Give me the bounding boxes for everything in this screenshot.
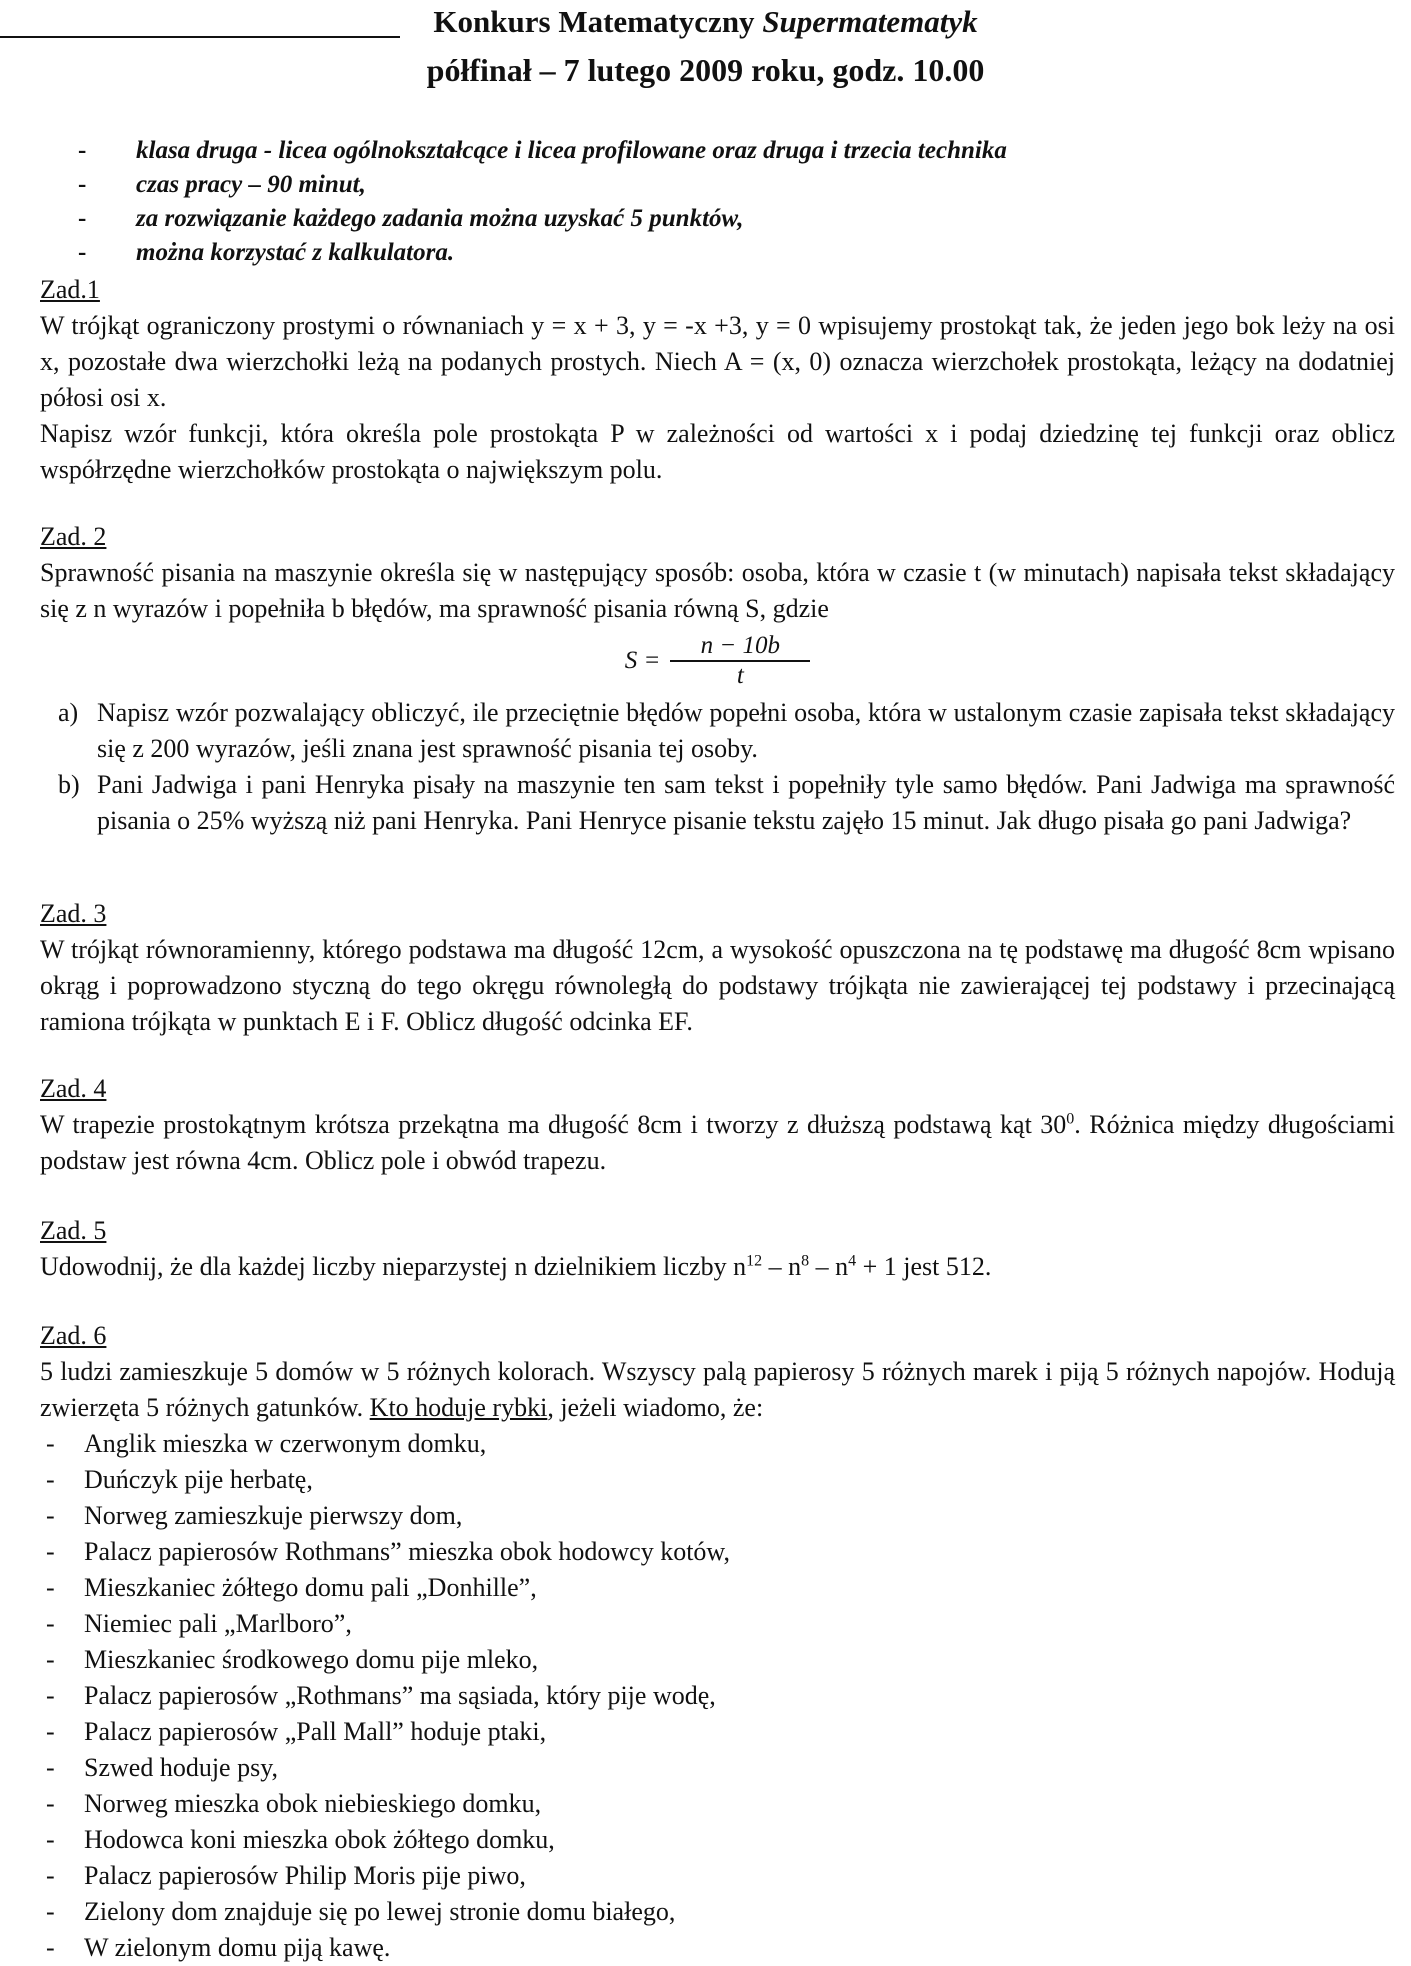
task-1-text: W trójkąt ograniczony prostymi o równaniach y = x + 3, y = -x +3, y = 0 wpisujemy prostokąt tak, że jeden jego bok leży na osi x, pozostałe dwa wierzchołki leżą na podanych prostych. Niech A = (x, 0) oznacza wierzchołek prostokąta, leżący na dodatniej półosi osi x. xyxy=(40,311,1395,412)
rule-item: - czas pracy – 90 minut, xyxy=(78,168,1007,202)
subitem-b-text: Pani Jadwiga i pani Henryka pisały na maszynie ten sam tekst i popełniły tyle samo błędów. Pani Jadwiga ma sprawność pisania o 25% wyższą niż pani Henryka. Pani Henryce pisanie tekstu zajęło 15 minut. Jak długo pisała go pani Jadwiga? xyxy=(97,770,1395,835)
rule-item: - można korzystać z kalkulatora. xyxy=(78,236,1007,270)
task-4 xyxy=(40,1071,1395,1179)
task-5-text-d: + 1 jest 512. xyxy=(856,1252,992,1281)
condition-item: - Anglik mieszka w czerwonym domku, xyxy=(40,1426,1395,1462)
subitem-a-label: a) xyxy=(58,698,79,727)
condition-item: - Zielony dom znajduje się po lewej stronie domu białego, xyxy=(40,1894,1395,1930)
subitem-b-label: b) xyxy=(58,770,80,799)
exponent-4: 4 xyxy=(848,1252,857,1270)
efficiency-formula xyxy=(40,629,1395,693)
exponent-8: 8 xyxy=(801,1252,810,1270)
degree-sup: 0 xyxy=(1066,1110,1075,1128)
task-6-question: Kto hoduje rybki xyxy=(369,1393,548,1422)
task-5 xyxy=(40,1213,1395,1285)
exam-rules xyxy=(78,134,1007,270)
rule-item: - za rozwiązanie każdego zadania można uzyskać 5 punktów, xyxy=(78,202,1007,236)
condition-item: - Palacz papierosów Rothmans” mieszka obok hodowcy kotów, xyxy=(40,1534,1395,1570)
contest-title-plain: Konkurs Matematyczny xyxy=(433,4,755,39)
condition-item: - Palacz papierosów Philip Moris pije piwo, xyxy=(40,1858,1395,1894)
condition-item: - Norweg zamieszkuje pierwszy dom, xyxy=(40,1498,1395,1534)
task-4-text-b: . Różnica między długościami podstaw jest równa 4cm. Oblicz pole i obwód trapezu. xyxy=(40,1110,1395,1175)
task-6-intro xyxy=(40,1354,1395,1426)
task-6-intro-a: 5 ludzi zamieszkuje 5 domów w 5 różnych kolorach. Wszyscy palą papierosy 5 różnych marek i piją 5 różnych napojów. Hodują zwierzęta 5 różnych gatunków. xyxy=(40,1357,1395,1422)
condition-item: - Palacz papierosów „Rothmans” ma sąsiada, który pije wodę, xyxy=(40,1678,1395,1714)
subitem-b xyxy=(40,767,1395,839)
task-4-text-a: W trapezie prostokątnym krótsza przekątna ma długość 8cm i tworzy z dłuższą podstawą kąt 30 xyxy=(40,1110,1067,1139)
task-6-intro-b: , jeżeli wiadomo, że: xyxy=(547,1393,764,1422)
task-3-text: W trójkąt równoramienny, którego podstawa ma długość 12cm, a wysokość opuszczona na tę podstawę ma długość 8cm wpisano okrąg i poprowadzono styczną do tego okręgu równoległą do podstawy trójkąta nie zawierającej tej podstawy i przecinającą ramiona trójkąta w punktach E i F. Oblicz długość odcinka EF. xyxy=(40,935,1395,1036)
task-3 xyxy=(40,896,1395,1040)
formula-denominator: t xyxy=(736,661,744,689)
task-4-title: Zad. 4 xyxy=(40,1074,107,1103)
task-5-text-a: Udowodnij, że dla każdej liczby nieparzystej n dzielnikiem liczby n xyxy=(40,1252,747,1281)
task-5-title: Zad. 5 xyxy=(40,1216,107,1245)
condition-item: - Niemiec pali „Marlboro”, xyxy=(40,1606,1395,1642)
condition-item: - Norweg mieszka obok niebieskiego domku, xyxy=(40,1786,1395,1822)
condition-item: - W zielonym domu piją kawę. xyxy=(40,1930,1395,1966)
task-2-title: Zad. 2 xyxy=(40,522,107,551)
rule-item: - klasa druga - licea ogólnokształcące i licea profilowane oraz druga i trzecia technika xyxy=(78,134,1007,168)
task-6 xyxy=(40,1318,1395,1966)
task-5-text-b: – n xyxy=(762,1252,802,1281)
task-6-conditions xyxy=(40,1426,1395,1966)
task-1-question: Napisz wzór funkcji, która określa pole prostokąta P w zależności od wartości x i podaj dziedzinę tej funkcji oraz oblicz współrzędne wierzchołków prostokąta o największym polu. xyxy=(40,419,1395,484)
task-4-text xyxy=(40,1107,1395,1179)
subitem-a xyxy=(40,695,1395,767)
task-3-title: Zad. 3 xyxy=(40,899,107,928)
task-5-text xyxy=(40,1249,1395,1285)
condition-item: - Palacz papierosów „Pall Mall” hoduje ptaki, xyxy=(40,1714,1395,1750)
task-2-text: Sprawność pisania na maszynie określa się w następujący sposób: osoba, która w czasie t (w minutach) napisała tekst składający się z n wyrazów i popełniła b błędów, ma sprawność pisania równą S, gdzie xyxy=(40,558,1395,623)
formula-numerator: n − 10b xyxy=(700,632,780,660)
contest-title-italic: Supermatematyk xyxy=(762,4,978,39)
subitem-a-text: Napisz wzór pozwalający obliczyć, ile przeciętnie błędów popełni osoba, która w ustalonym czasie zapisała tekst składający się z 200 wyrazów, jeśli znana jest sprawność pisania tej osoby. xyxy=(97,698,1395,763)
exponent-12: 12 xyxy=(746,1252,763,1270)
condition-item: - Mieszkaniec żółtego domu pali „Donhille”, xyxy=(40,1570,1395,1606)
task-2-subitems xyxy=(40,695,1395,839)
formula-lhs: S = xyxy=(624,647,661,674)
contest-subtitle: półfinał – 7 lutego 2009 roku, godz. 10.00 xyxy=(426,52,985,88)
condition-item: - Hodowca koni mieszka obok żółtego domku, xyxy=(40,1822,1395,1858)
condition-item: - Mieszkaniec środkowego domu pije mleko, xyxy=(40,1642,1395,1678)
task-1 xyxy=(40,272,1395,488)
condition-item: - Szwed hoduje psy, xyxy=(40,1750,1395,1786)
contest-title xyxy=(0,4,1411,40)
task-6-title: Zad. 6 xyxy=(40,1321,107,1350)
task-1-title: Zad.1 xyxy=(40,275,100,304)
task-2 xyxy=(40,519,1395,839)
condition-item: - Duńczyk pije herbatę, xyxy=(40,1462,1395,1498)
formula-fraction xyxy=(670,632,810,690)
task-5-text-c: – n xyxy=(809,1252,849,1281)
